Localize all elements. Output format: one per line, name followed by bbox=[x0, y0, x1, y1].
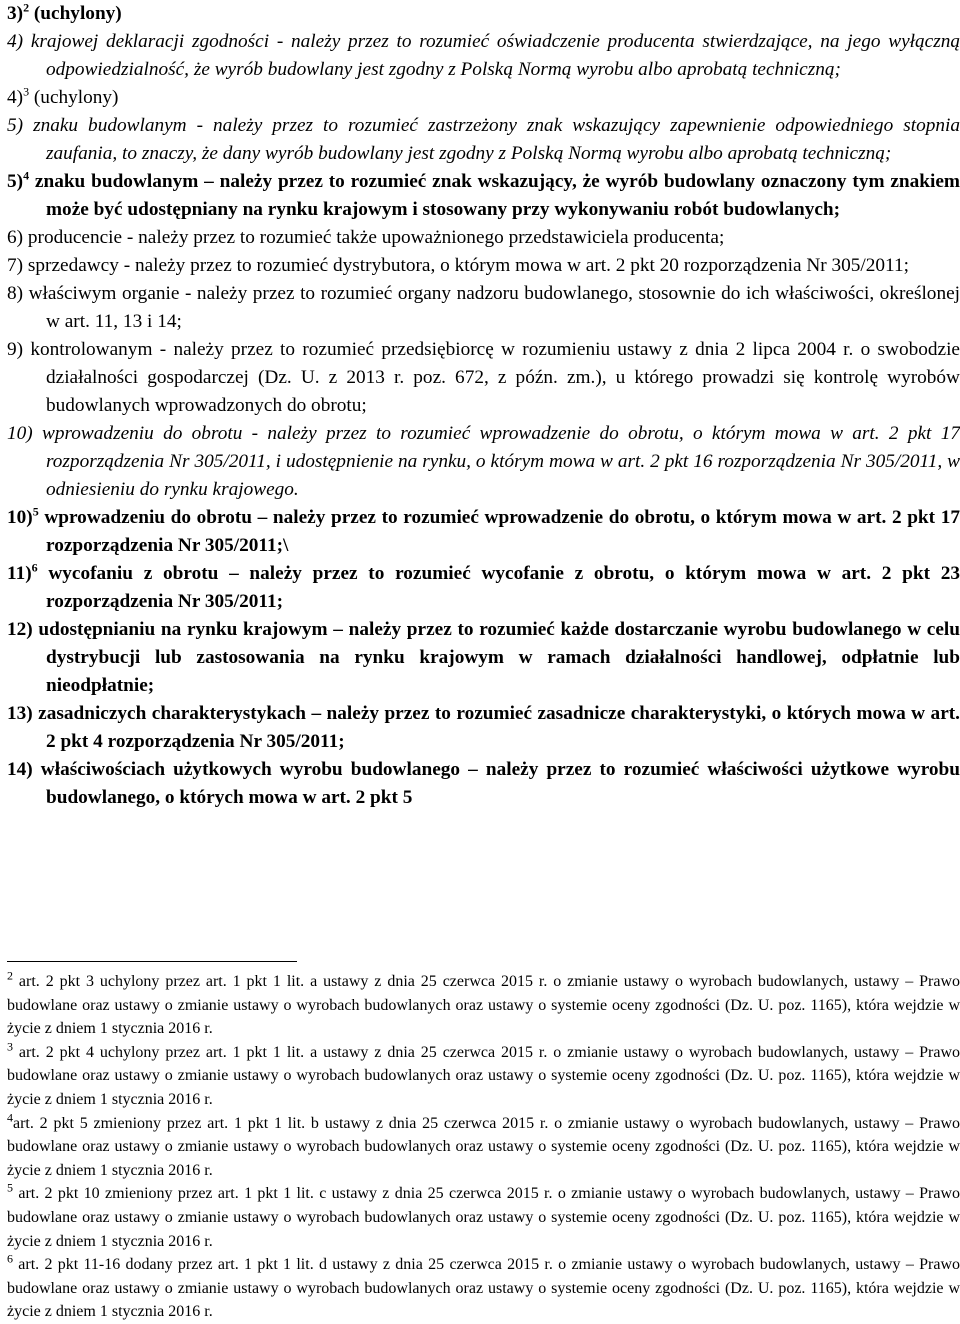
definition-item bbox=[7, 560, 960, 616]
item-text: producencie - należy przez to rozumieć także upoważnionego przedstawiciela producenta; bbox=[23, 227, 725, 248]
definition-item bbox=[7, 84, 960, 112]
definition-item bbox=[7, 0, 960, 28]
footnote bbox=[7, 1182, 960, 1253]
footnotes bbox=[7, 970, 960, 1324]
footnote-number: 2 bbox=[7, 968, 13, 983]
footnote-divider bbox=[7, 961, 297, 962]
item-number: 14) bbox=[7, 759, 33, 780]
definition-item bbox=[7, 420, 960, 504]
item-number: 4) bbox=[7, 31, 24, 52]
footnote-ref: 4 bbox=[23, 168, 30, 183]
definitions-list bbox=[7, 0, 960, 812]
definition-item bbox=[7, 280, 960, 336]
item-text: zasadniczych charakterystykach – należy przez to rozumieć zasadnicze charakterystyki, o których mowa w art. 2 pkt 4 rozporządzenia Nr 305/2011; bbox=[32, 703, 960, 752]
footnote-number: 4 bbox=[7, 1110, 13, 1125]
item-number: 5) bbox=[7, 171, 24, 192]
footnote-ref: 2 bbox=[23, 0, 30, 15]
definition-item bbox=[7, 112, 960, 168]
footnote-ref: 6 bbox=[31, 560, 38, 575]
definition-item bbox=[7, 336, 960, 420]
item-number: 11) bbox=[7, 563, 32, 584]
footnote-text: art. 2 pkt 11-16 dodany przez art. 1 pkt 1 lit. d ustawy z dnia 25 czerwca 2015 r. o zmianie ustawy o wyrobach budowlanych, ustawy – Prawo budowlane oraz ustawy o zmianie ustawy o wyrobach budowlanych oraz ustawy o systemie oceny zgodności (Dz. U. poz. 1165), która wejdzie w życie z dniem 1 stycznia 2016 r. bbox=[7, 1256, 960, 1321]
footnote-text: art. 2 pkt 4 uchylony przez art. 1 pkt 1 lit. a ustawy z dnia 25 czerwca 2015 r. o zmianie ustawy o wyrobach budowlanych, ustawy – Prawo budowlane oraz ustawy o zmianie ustawy o wyrobach budowlanych oraz ustawy o systemie oceny zgodności (Dz. U. poz. 1165), która wejdzie w życie z dniem 1 stycznia 2016 r. bbox=[7, 1043, 960, 1108]
item-text: udostępnianiu na rynku krajowym – należy przez to rozumieć każde dostarczanie wyrobu budowlanego w celu dystrybucji lub zastosowania na rynku krajowym w ramach działalności handlowej, odpłatnie lub nieodpłatnie; bbox=[32, 619, 960, 696]
footnote-number: 5 bbox=[7, 1181, 13, 1196]
footnote-number: 6 bbox=[7, 1251, 13, 1266]
item-number: 10) bbox=[7, 507, 33, 528]
footnote-text: art. 2 pkt 10 zmieniony przez art. 1 pkt 1 lit. c ustawy z dnia 25 czerwca 2015 r. o zmianie ustawy o wyrobach budowlanych, ustawy – Prawo budowlane oraz ustawy o zmianie ustawy o wyrobach budowlanych oraz ustawy o systemie oceny zgodności (Dz. U. poz. 1165), która wejdzie w życie z dniem 1 stycznia 2016 r. bbox=[7, 1185, 960, 1250]
item-number: 5) bbox=[7, 115, 24, 136]
item-number: 3) bbox=[7, 3, 24, 24]
item-text: wycofaniu z obrotu – należy przez to rozumieć wycofanie z obrotu, o którym mowa w art. 2 pkt 23 rozporządzenia Nr 305/2011; bbox=[37, 563, 960, 612]
definition-item bbox=[7, 616, 960, 700]
item-number: 13) bbox=[7, 703, 33, 724]
item-number: 8) bbox=[7, 283, 24, 304]
footnote-ref: 5 bbox=[32, 504, 39, 519]
item-text: (uchylony) bbox=[29, 3, 122, 24]
definition-item bbox=[7, 756, 960, 812]
item-text: sprzedawcy - należy przez to rozumieć dystrybutora, o którym mowa w art. 2 pkt 20 rozporządzenia Nr 305/2011; bbox=[23, 255, 909, 276]
item-text: właściwym organie - należy przez to rozumieć organy nadzoru budowlanego, stosownie do ich właściwości, określonej w art. 11, 13 i 14; bbox=[23, 283, 960, 332]
item-text: wprowadzeniu do obrotu - należy przez to rozumieć wprowadzenie do obrotu, o którym mowa w art. 2 pkt 17 rozporządzenia Nr 305/2011, i udostępnienie na rynku, o którym mowa w art. 2 pkt 16 rozporządzenia Nr 305/2011, w odniesieniu do rynku krajowego. bbox=[32, 423, 960, 500]
footnote-text: art. 2 pkt 3 uchylony przez art. 1 pkt 1 lit. a ustawy z dnia 25 czerwca 2015 r. o zmianie ustawy o wyrobach budowlanych, ustawy – Prawo budowlane oraz ustawy o zmianie ustawy o wyrobach budowlanych oraz ustawy o systemie oceny zgodności (Dz. U. poz. 1165), która wejdzie w życie z dniem 1 stycznia 2016 r. bbox=[7, 973, 960, 1038]
definition-item bbox=[7, 168, 960, 224]
item-number: 7) bbox=[7, 255, 24, 276]
item-text: kontrolowanym - należy przez to rozumieć przedsiębiorcę w rozumieniu ustawy z dnia 2 lipca 2004 r. o swobodzie działalności gospodarczej (Dz. U. z 2013 r. poz. 672, z późn. zm.), u którego prowadzi się kontrolę wyrobów budowlanych wprowadzonych do obrotu; bbox=[23, 339, 960, 416]
item-text: znaku budowlanym - należy przez to rozumieć zastrzeżony znak wskazujący zapewnienie odpowiedniego stopnia zaufania, to znaczy, że dany wyrób budowlany jest zgodny z Polską Normą wyrobu albo aprobatą techniczną; bbox=[23, 115, 960, 164]
footnote bbox=[7, 1112, 960, 1183]
item-text: znaku budowlanym – należy przez to rozumieć znak wskazujący, że wyrób budowlany oznaczony tym znakiem może być udostępniany na rynku krajowym i stosowany przy wykonywaniu robót budowlanych; bbox=[29, 171, 960, 220]
item-text: krajowej deklaracji zgodności - należy przez to rozumieć oświadczenie producenta stwierdzające, na jego wyłączną odpowiedzialność, że wyrób budowlany jest zgodny z Polską Normą wyrobu albo aprobatą techniczną; bbox=[23, 31, 960, 80]
footnote bbox=[7, 1253, 960, 1324]
definition-item bbox=[7, 700, 960, 756]
item-number: 6) bbox=[7, 227, 24, 248]
item-number: 4) bbox=[7, 87, 24, 108]
definition-item bbox=[7, 252, 960, 280]
definition-item bbox=[7, 224, 960, 252]
definition-item bbox=[7, 28, 960, 84]
item-number: 9) bbox=[7, 339, 24, 360]
item-number: 12) bbox=[7, 619, 33, 640]
footnote bbox=[7, 1041, 960, 1112]
footnote bbox=[7, 970, 960, 1041]
footnote-number: 3 bbox=[7, 1039, 13, 1054]
definition-item bbox=[7, 504, 960, 560]
footnote-text: art. 2 pkt 5 zmieniony przez art. 1 pkt 1 lit. b ustawy z dnia 25 czerwca 2015 r. o zmianie ustawy o wyrobach budowlanych, ustawy – Prawo budowlane oraz ustawy o zmianie ustawy o wyrobach budowlanych oraz ustawy o systemie oceny zgodności (Dz. U. poz. 1165), która wejdzie w życie z dniem 1 stycznia 2016 r. bbox=[7, 1114, 960, 1179]
item-text: (uchylony) bbox=[29, 87, 119, 108]
footnote-ref: 3 bbox=[23, 84, 30, 99]
item-text: właściwościach użytkowych wyrobu budowlanego – należy przez to rozumieć właściwości użytkowe wyrobu budowlanego, o których mowa w art. 2 pkt 5 bbox=[32, 759, 960, 808]
item-text: wprowadzeniu do obrotu – należy przez to rozumieć wprowadzenie do obrotu, o którym mowa w art. 2 pkt 17 rozporządzenia Nr 305/2011;\ bbox=[38, 507, 960, 556]
item-number: 10) bbox=[7, 423, 33, 444]
